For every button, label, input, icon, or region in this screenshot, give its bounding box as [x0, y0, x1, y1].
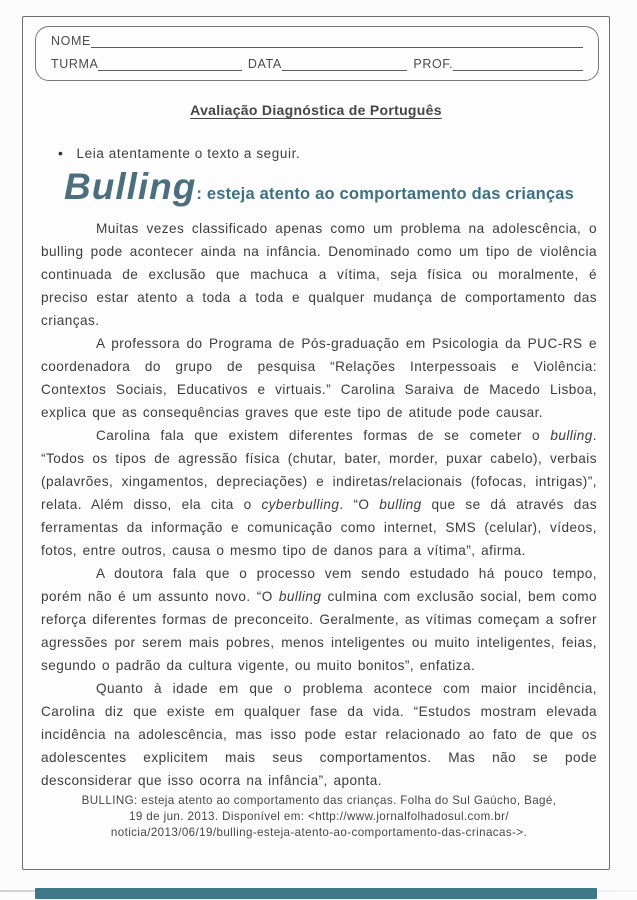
- name-row: [51, 34, 583, 48]
- class-blank-line: [98, 57, 241, 71]
- prof-label: PROF.: [413, 57, 454, 71]
- instruction-line: [41, 145, 597, 161]
- paragraph: Quanto à idade em que o problema acontece com maior incidência, Carolina diz que existe em qualquer fase da vida. “Estudos mostram elevada incidência na adolescência, mas isso pode estar relacionado ao fato de que os adolescentes explicitem mais seus comportamentos. Mas não se pode desconsiderar que isso ocorra na infância”, aponta.: [41, 681, 597, 788]
- article-content: [23, 145, 609, 841]
- citation-line: noticia/2013/06/19/bulling-esteja-atento-ao-comportamento-das-crinacas->.: [110, 826, 528, 839]
- paragraph: A professora do Programa de Pós-graduação em Psicologia da PUC-RS e coordenadora do grupo de pesquisa “Relações Interpessoais e Violência: Contextos Sociais, Educativos e virtuais.” Carolina Saraiva de Macedo Lisboa, explica que as consequências graves que este tipo de atitude pode causar.: [41, 336, 597, 420]
- paragraph: Carolina fala que existem diferentes formas de se cometer o bulling. “Todos os tipos de agressão física (chutar, bater, morder, puxar cabelo), verbais (palavrões, xingamentos, depreciações) e indiretas/relacionais (fofocas, intrigas)”, relata. Além disso, ela cita o cyberbulling. “O bulling que se dá através das ferramentas da informação e comunicação como internet, SMS (celular), vídeos, fotos, entre outros, causa o mesmo tipo de danos para a vítima”, afirma.: [41, 428, 598, 558]
- paragraph: Muitas vezes classificado apenas como um problema na adolescência, o bulling pode acontecer ainda na infância. Denominado como um tipo de violência continuada de exclusão que machuca a vítima, seja física ou moralmente, é preciso estar atento a toda a toda e qualquer mudança de comportamento das crianças.: [41, 221, 597, 328]
- bottom-color-bar: [35, 888, 597, 899]
- instruction-text: Leia atentamente o texto a seguir.: [76, 146, 301, 161]
- date-blank-line: [282, 57, 408, 71]
- article-title-subtitle: : esteja atento ao comportamento das crianças: [196, 185, 574, 203]
- student-info-box: [35, 26, 599, 81]
- bullet-icon: •: [58, 145, 64, 161]
- citation-line: BULLING: esteja atento ao comportamento das crianças. Folha do Sul Gaúcho, Bagé,: [81, 794, 557, 807]
- name-blank-line: [91, 34, 583, 48]
- date-label: DATA: [247, 57, 282, 71]
- paragraph: A doutora fala que o processo vem sendo estudado há pouco tempo, porém não é um assunto novo. “O bulling culmina com exclusão social, bem como reforça diferentes formas de preconceito. Geralmente, as vítimas começam a sofrer agressões por serem mais pobres, menos inteligentes ou muito inteligentes, feias, segundo o padrão da cultura vigente, ou muito bonitos”, enfatiza.: [41, 566, 597, 673]
- article-title: [41, 166, 597, 208]
- document-title: Avaliação Diagnóstica de Português: [190, 102, 442, 118]
- article-title-main: Bulling: [64, 166, 197, 207]
- name-label: NOME: [51, 34, 91, 48]
- source-citation: [41, 793, 597, 841]
- class-date-prof-row: [51, 57, 583, 71]
- worksheet-page: [22, 16, 610, 870]
- class-label: TURMA: [51, 57, 99, 71]
- citation-line: 19 de jun. 2013. Disponível em: <http://www.jornalfolhadosul.com.br/: [128, 810, 510, 823]
- article-paragraphs: [41, 217, 597, 792]
- prof-blank-line: [453, 57, 583, 71]
